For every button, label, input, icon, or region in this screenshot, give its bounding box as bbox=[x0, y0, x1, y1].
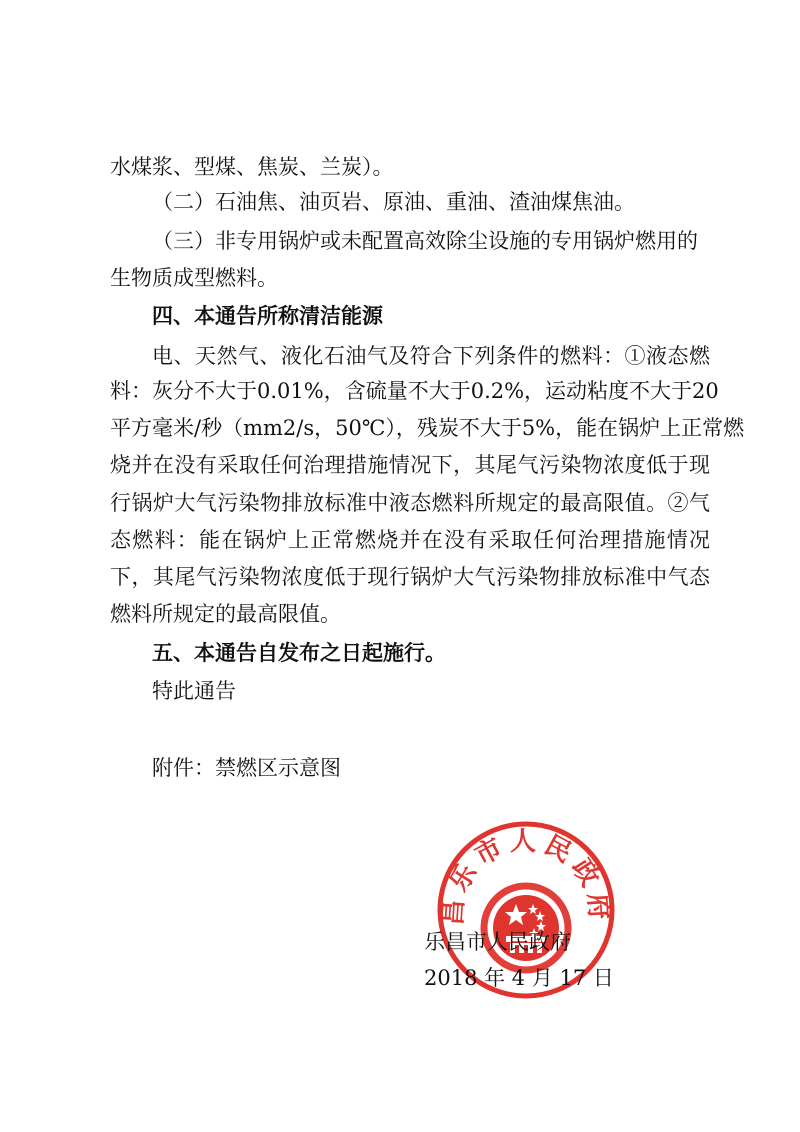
closing-text: 特此通告 bbox=[152, 679, 236, 703]
section-4-line-6: 态燃料：能在锅炉上正常燃烧并在没有采取任何治理措施情况 bbox=[110, 528, 710, 552]
body-line-4: 生物质成型燃料。 bbox=[110, 266, 278, 290]
section-4-heading: 四、本通告所称清洁能源 bbox=[152, 304, 383, 328]
attachment-line: 附件：禁燃区示意图 bbox=[152, 756, 341, 780]
section-4-line-2: 料：灰分不大于0.01%，含硫量不大于0.2%，运动粘度不大于20 bbox=[110, 379, 719, 403]
section-4-line-8: 燃料所规定的最高限值。 bbox=[110, 602, 341, 626]
section-4-line-3: 平方毫米/秒（mm2/s，50℃），残炭不大于5%，能在锅炉上正常燃 bbox=[110, 416, 745, 440]
section-4-line-7: 下，其尾气污染物浓度低于现行锅炉大气污染物排放标准中气态 bbox=[110, 565, 710, 589]
svg-text:昌乐市人民政府: 昌乐市人民政府 bbox=[438, 827, 614, 927]
section-5-heading: 五、本通告自发布之日起施行。 bbox=[152, 641, 446, 665]
signature-org: 乐昌市人民政府 bbox=[424, 930, 571, 954]
body-line-1: 水煤浆、型煤、焦炭、兰炭）。 bbox=[110, 155, 394, 179]
section-4-line-5: 行锅炉大气污染物排放标准中液态燃料所规定的最高限值。②气 bbox=[110, 491, 710, 515]
signature-date: 2018 年 4 月 17 日 bbox=[424, 966, 614, 990]
section-4-line-4: 烧并在没有采取任何治理措施情况下，其尾气污染物浓度低于现 bbox=[110, 453, 710, 477]
body-line-3: （三）非专用锅炉或未配置高效除尘设施的专用锅炉燃用的 bbox=[152, 229, 698, 253]
section-4-line-1: 电、天然气、液化石油气及符合下列条件的燃料：①液态燃 bbox=[152, 344, 710, 368]
body-line-2: （二）石油焦、油页岩、原油、重油、渣油煤焦油。 bbox=[152, 190, 635, 214]
